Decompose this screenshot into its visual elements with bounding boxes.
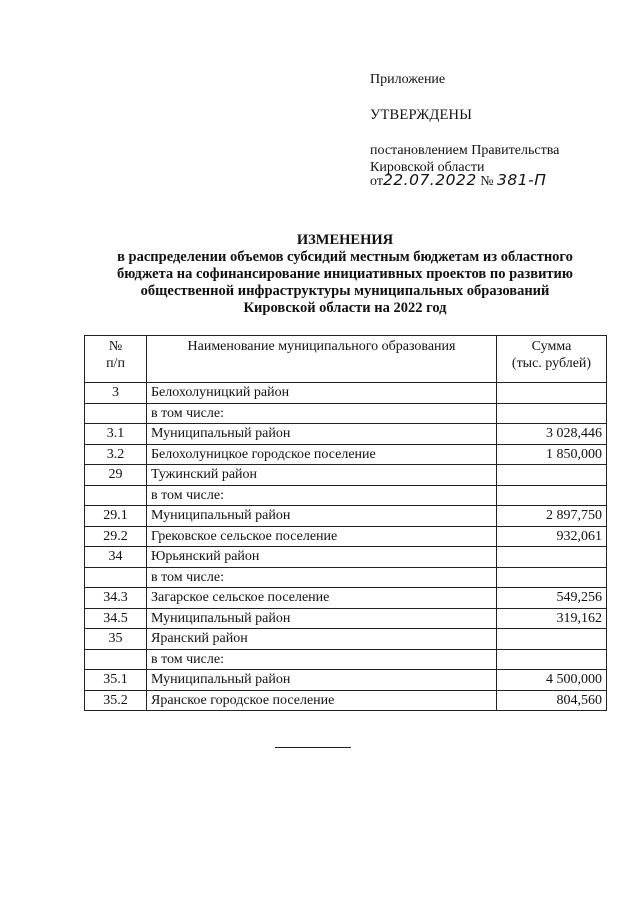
table-row <box>85 690 607 711</box>
table-row <box>85 403 607 424</box>
row-name: Белохолуницкий район <box>147 383 497 404</box>
date-prefix: от <box>370 174 383 189</box>
row-name: Муниципальный район <box>147 506 497 527</box>
table-row <box>85 588 607 609</box>
table-row <box>85 547 607 568</box>
row-sum: 319,162 <box>497 608 607 629</box>
row-sum: 2 897,750 <box>497 506 607 527</box>
subsidy-table <box>84 335 607 711</box>
table-row <box>85 608 607 629</box>
table-row <box>85 465 607 486</box>
table-row <box>85 670 607 691</box>
table-row <box>85 424 607 445</box>
title-line-5: Кировской области на 2022 год <box>243 300 447 316</box>
row-name: в том числе: <box>147 649 497 670</box>
row-number: 34.3 <box>85 588 147 609</box>
row-sum <box>497 485 607 506</box>
row-sum <box>497 403 607 424</box>
row-number: 29 <box>85 465 147 486</box>
row-name: Муниципальный район <box>147 424 497 445</box>
table-row <box>85 567 607 588</box>
document-title: ИЗМЕНЕНИЯ <box>296 232 394 248</box>
row-number: 3.1 <box>85 424 147 445</box>
row-sum: 3 028,446 <box>497 424 607 445</box>
table-row <box>85 629 607 650</box>
row-sum: 804,560 <box>497 690 607 711</box>
title-line-3: бюджета на софинансирование инициативных проектов по развитию <box>117 266 573 282</box>
row-number: 3.2 <box>85 444 147 465</box>
row-sum <box>497 567 607 588</box>
row-number <box>85 649 147 670</box>
header-number-line-1: № <box>108 339 123 354</box>
header-number-line-2: п/п <box>106 356 125 371</box>
header-number <box>85 336 147 383</box>
row-number: 35.2 <box>85 690 147 711</box>
table-row <box>85 526 607 547</box>
row-name: в том числе: <box>147 567 497 588</box>
row-sum <box>497 465 607 486</box>
row-name: Тужинский район <box>147 465 497 486</box>
row-number: 35.1 <box>85 670 147 691</box>
decree-date-number <box>370 172 546 190</box>
row-name: Яранское городское поселение <box>147 690 497 711</box>
approved-heading: УТВЕРЖДЕНЫ <box>370 107 473 123</box>
number-prefix: № <box>480 174 494 189</box>
table-row <box>85 485 607 506</box>
row-name: Юрьянский район <box>147 547 497 568</box>
decree-line-2: Кировской области <box>370 160 485 175</box>
row-sum: 1 850,000 <box>497 444 607 465</box>
row-name: Муниципальный район <box>147 608 497 629</box>
table-row <box>85 506 607 527</box>
row-name: в том числе: <box>147 403 497 424</box>
row-sum: 549,256 <box>497 588 607 609</box>
row-sum <box>497 629 607 650</box>
row-name: в том числе: <box>147 485 497 506</box>
closing-line <box>275 747 351 748</box>
row-name: Загарское сельское поселение <box>147 588 497 609</box>
decree-line-1: постановлением Правительства <box>370 143 560 158</box>
row-number: 35 <box>85 629 147 650</box>
table-row <box>85 383 607 404</box>
row-number: 29.2 <box>85 526 147 547</box>
header-sum-line-1: Сумма <box>531 339 572 354</box>
title-line-4: общественной инфраструктуры муниципальных образований <box>140 283 550 299</box>
handwritten-number: 381-П <box>497 171 547 189</box>
header-sum <box>497 336 607 383</box>
row-sum <box>497 383 607 404</box>
row-name: Белохолуницкое городское поселение <box>147 444 497 465</box>
row-number <box>85 403 147 424</box>
row-sum: 4 500,000 <box>497 670 607 691</box>
row-number <box>85 567 147 588</box>
row-number: 34.5 <box>85 608 147 629</box>
header-sum-line-2: (тыс. рублей) <box>511 356 592 371</box>
row-sum <box>497 649 607 670</box>
appendix-label: Приложение <box>370 72 446 87</box>
row-sum: 932,061 <box>497 526 607 547</box>
header-name: Наименование муниципального образования <box>147 336 497 383</box>
row-name: Муниципальный район <box>147 670 497 691</box>
title-line-2: в распределении объемов субсидий местным бюджетам из областного <box>117 249 573 265</box>
row-name: Грековское сельское поселение <box>147 526 497 547</box>
handwritten-date: 22.07.2022 <box>382 171 477 189</box>
row-number: 29.1 <box>85 506 147 527</box>
table-row <box>85 444 607 465</box>
row-number: 3 <box>85 383 147 404</box>
table-header-row <box>85 336 607 383</box>
row-number <box>85 485 147 506</box>
row-sum <box>497 547 607 568</box>
table-row <box>85 649 607 670</box>
row-number: 34 <box>85 547 147 568</box>
row-name: Яранский район <box>147 629 497 650</box>
